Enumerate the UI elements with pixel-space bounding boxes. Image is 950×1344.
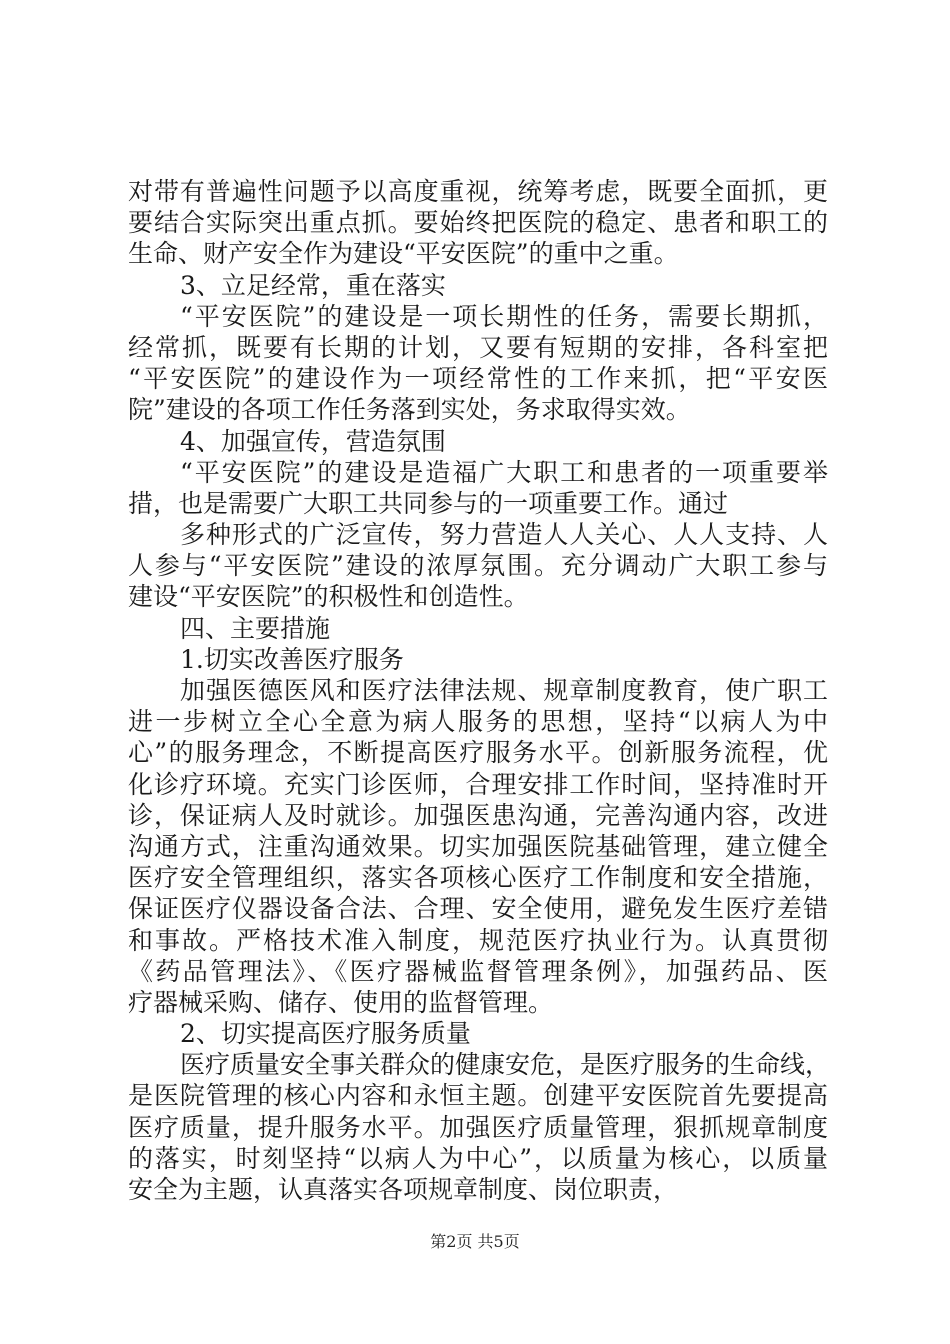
paragraph-line: 心”的服务理念，不断提高医疗服务水平。创新服务流程，优 <box>128 738 828 768</box>
section-heading: 1.切实改善医疗服务 <box>180 644 404 674</box>
paragraph-line: 安全为主题，认真落实各项规章制度、岗位职责， <box>128 1175 679 1204</box>
paragraph-line: 措，也是需要广大职工共同参与的一项重要工作。通过 <box>128 488 729 518</box>
section-heading: 2、切实提高医疗服务质量 <box>180 1019 471 1049</box>
paragraph-line: 化诊疗环境。充实门诊医师，合理安排工作时间，坚持准时开 <box>128 769 828 799</box>
paragraph-line: 医疗质量，提升服务水平。加强医疗质量管理，狠抓规章制度 <box>128 1112 828 1142</box>
section-heading: 4、加强宣传，营造氛围 <box>180 426 446 456</box>
paragraph-line: 多种形式的广泛宣传，努力营造人人关心、人人支持、人 <box>180 520 828 550</box>
document-body <box>128 176 831 1205</box>
paragraph-line: “平安医院”的建设是一项长期性的任务，需要长期抓， <box>180 301 828 331</box>
page-footer: 第2页 共5页 <box>430 1232 520 1251</box>
paragraph-line: “平安医院”的建设是造福广大职工和患者的一项重要举 <box>180 457 828 487</box>
paragraph-line: 要结合实际突出重点抓。要始终把医院的稳定、患者和职工的 <box>128 208 828 238</box>
paragraph-line: 经常抓，既要有长期的计划，又要有短期的安排，各科室把 <box>128 332 828 362</box>
paragraph-line: 人参与“平安医院”建设的浓厚氛围。充分调动广大职工参与 <box>128 551 828 581</box>
paragraph-line: 保证医疗仪器设备合法、合理、安全使用，避免发生医疗差错 <box>128 894 828 924</box>
paragraph-line: 加强医德医风和医疗法律法规、规章制度教育，使广职工 <box>180 676 828 705</box>
paragraph-line: 沟通方式，注重沟通效果。切实加强医院基础管理，建立健全 <box>128 831 828 861</box>
paragraph-line: 诊，保证病人及时就诊。加强医患沟通，完善沟通内容，改进 <box>128 800 828 830</box>
paragraph-line: 院”建设的各项工作任务落到实处，务求取得实效。 <box>128 395 691 425</box>
paragraph-line: “平安医院”的建设作为一项经常性的工作来抓，把“平安医 <box>128 364 828 394</box>
paragraph-line: 是医院管理的核心内容和永恒主题。创建平安医院首先要提高 <box>128 1081 828 1111</box>
paragraph-line: 医疗安全管理组织，落实各项核心医疗工作制度和安全措施， <box>128 863 828 893</box>
paragraph-line: 进一步树立全心全意为病人服务的思想，坚持“以病人为中 <box>128 707 828 737</box>
paragraph-line: 医疗质量安全事关群众的健康安危，是医疗服务的生命线， <box>180 1050 831 1080</box>
paragraph-line: 和事故。严格技术准入制度，规范医疗执业行为。认真贯彻 <box>128 925 828 955</box>
section-heading: 3、立足经常，重在落实 <box>180 270 446 300</box>
paragraph-line: 建设“平安医院”的积极性和创造性。 <box>128 582 529 612</box>
paragraph-line: 的落实，时刻坚持“以病人为中心”，以质量为核心，以质量 <box>128 1143 828 1173</box>
paragraph-line: 生命、财产安全作为建设“平安医院”的重中之重。 <box>128 239 679 269</box>
paragraph-line: 《药品管理法》、《医疗器械监督管理条例》，加强药品、医 <box>128 956 828 986</box>
paragraph-line: 对带有普遍性问题予以高度重视，统筹考虑，既要全面抓，更 <box>128 177 828 206</box>
section-heading: 四、主要措施 <box>180 613 331 643</box>
paragraph-line: 疗器械采购、储存、使用的监督管理。 <box>128 987 554 1017</box>
